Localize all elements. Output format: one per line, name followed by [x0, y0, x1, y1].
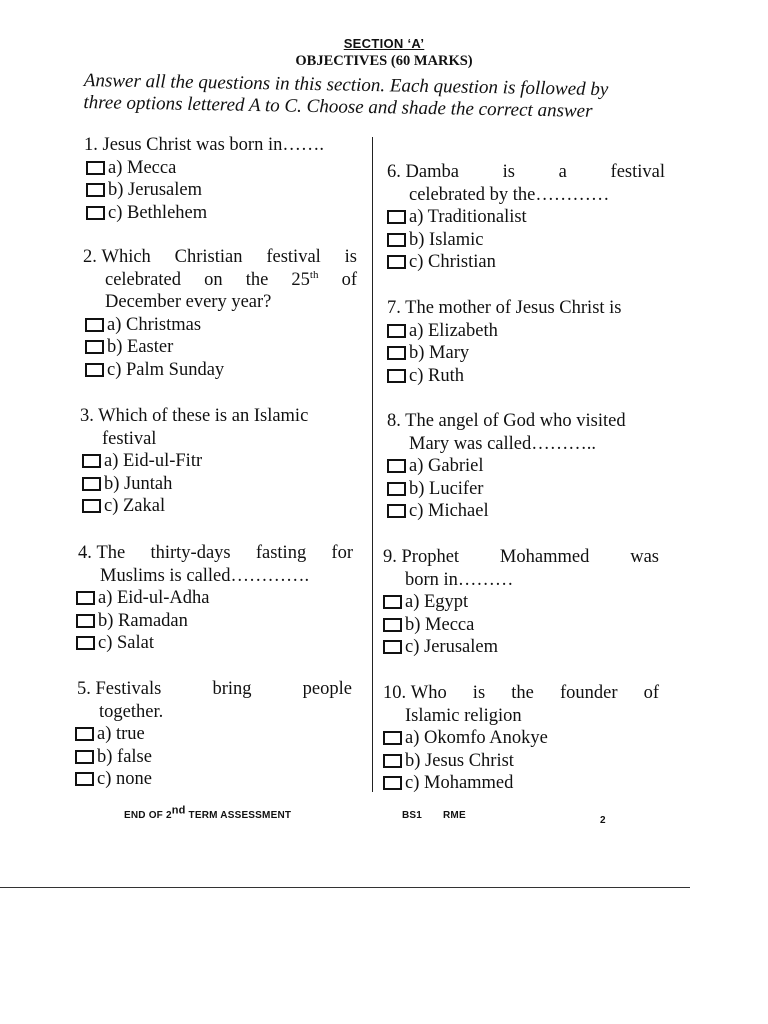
question-text: 8. The angel of God who visited — [387, 411, 626, 431]
question-text-line: together. — [99, 701, 164, 722]
option-c[interactable]: c) Michael — [387, 500, 665, 523]
answer-checkbox[interactable] — [76, 614, 95, 628]
answer-checkbox[interactable] — [86, 206, 105, 220]
option-c[interactable]: c) none — [75, 768, 352, 791]
option-a[interactable]: a) Egypt — [383, 591, 659, 614]
question-8 — [387, 410, 665, 523]
question-text: 10. Who is the founder of — [383, 683, 659, 703]
option-c[interactable]: c) Salat — [76, 632, 353, 655]
option-c[interactable]: c) Palm Sunday — [85, 359, 357, 382]
option-c[interactable]: c) Mohammed — [383, 772, 659, 795]
answer-checkbox[interactable] — [387, 324, 406, 338]
answer-checkbox[interactable] — [82, 454, 101, 468]
section-title: SECTION ‘A’ — [343, 36, 425, 51]
question-9 — [383, 546, 659, 659]
question-text: 2. Which Christian festival is — [83, 247, 357, 267]
option-a[interactable]: a) Eid-ul-Adha — [76, 587, 353, 610]
option-b[interactable]: b) Lucifer — [387, 478, 665, 501]
option-b[interactable]: b) Jesus Christ — [383, 750, 659, 773]
question-text-line: celebrated by the………… — [409, 184, 610, 205]
option-a[interactable]: a) Mecca — [86, 157, 364, 180]
option-b[interactable]: b) Mecca — [383, 614, 659, 637]
answer-checkbox[interactable] — [387, 369, 406, 383]
answer-checkbox[interactable] — [387, 504, 406, 518]
option-a[interactable]: a) Eid-ul-Fitr — [82, 450, 360, 473]
option-c[interactable]: c) Bethlehem — [86, 202, 364, 225]
question-6 — [387, 161, 665, 274]
question-10 — [383, 682, 659, 795]
answer-checkbox[interactable] — [387, 346, 406, 360]
question-text-line: born in……… — [405, 569, 514, 590]
option-a[interactable]: a) Christmas — [85, 314, 357, 337]
question-text: 1. Jesus Christ was born in……. — [84, 135, 324, 155]
answer-checkbox[interactable] — [383, 731, 402, 745]
option-a[interactable]: a) true — [75, 723, 352, 746]
option-b[interactable]: b) Juntah — [82, 473, 360, 496]
question-text: 5. Festivals bring people — [77, 679, 352, 699]
question-text-line: Muslims is called…………. — [100, 565, 310, 586]
answer-checkbox[interactable] — [383, 776, 402, 790]
option-b[interactable]: b) Easter — [85, 336, 357, 359]
horizontal-rule — [0, 887, 690, 888]
instructions — [83, 70, 644, 124]
answer-checkbox[interactable] — [85, 318, 104, 332]
question-7 — [387, 297, 665, 387]
answer-checkbox[interactable] — [387, 233, 406, 247]
answer-checkbox[interactable] — [76, 591, 95, 605]
answer-checkbox[interactable] — [387, 210, 406, 224]
option-a[interactable]: a) Traditionalist — [387, 206, 665, 229]
option-b[interactable]: b) Ramadan — [76, 610, 353, 633]
question-text-line: December every year? — [105, 292, 272, 312]
footer-subject: RME — [443, 810, 466, 821]
option-a[interactable]: a) Gabriel — [387, 455, 665, 478]
question-text-line: festival — [102, 428, 157, 449]
column-divider — [372, 137, 373, 792]
answer-checkbox[interactable] — [85, 363, 104, 377]
option-a[interactable]: a) Elizabeth — [387, 320, 665, 343]
answer-checkbox[interactable] — [383, 754, 402, 768]
answer-checkbox[interactable] — [75, 750, 94, 764]
answer-checkbox[interactable] — [86, 161, 105, 175]
option-c[interactable]: c) Christian — [387, 251, 665, 274]
answer-checkbox[interactable] — [76, 636, 95, 650]
option-c[interactable]: c) Jerusalem — [383, 636, 659, 659]
option-a[interactable]: a) Okomfo Anokye — [383, 727, 659, 750]
question-5 — [77, 678, 352, 791]
question-text: 6. Damba is a festival — [387, 162, 665, 182]
footer-class: BS1 — [402, 810, 423, 821]
question-text-line: Mary was called……….. — [409, 433, 597, 454]
answer-checkbox[interactable] — [75, 772, 94, 786]
question-4 — [78, 542, 353, 655]
answer-checkbox[interactable] — [85, 340, 104, 354]
answer-checkbox[interactable] — [86, 183, 105, 197]
option-b[interactable]: b) Mary — [387, 342, 665, 365]
question-1 — [84, 134, 364, 224]
answer-checkbox[interactable] — [387, 255, 406, 269]
answer-checkbox[interactable] — [387, 482, 406, 496]
question-text: 9. Prophet Mohammed was — [383, 547, 659, 567]
option-b[interactable]: b) Jerusalem — [86, 179, 364, 202]
instructions-line-2: three options lettered A to C. Choose and shade the correct answer — [83, 91, 593, 122]
option-b[interactable]: b) false — [75, 746, 352, 769]
option-b[interactable]: b) Islamic — [387, 229, 665, 252]
question-2 — [83, 246, 357, 381]
footer-assessment: END OF 2nd TERM ASSESSMENT — [124, 804, 292, 821]
answer-checkbox[interactable] — [82, 477, 101, 491]
answer-checkbox[interactable] — [387, 459, 406, 473]
question-text: 7. The mother of Jesus Christ is — [387, 298, 622, 318]
instructions-line-1: Answer all the questions in this section. Each question is followed by — [83, 70, 609, 101]
page-number: 2 — [600, 815, 606, 826]
question-text-line: celebrated on the 25th of — [105, 268, 357, 290]
option-c[interactable]: c) Zakal — [82, 495, 360, 518]
marks-title: OBJECTIVES (60 MARKS) — [295, 53, 473, 69]
answer-checkbox[interactable] — [383, 640, 402, 654]
question-text: 4. The thirty-days fasting for — [78, 543, 353, 563]
question-text-line: Islamic religion — [405, 705, 522, 726]
question-3 — [80, 405, 360, 518]
answer-checkbox[interactable] — [383, 618, 402, 632]
question-text: 3. Which of these is an Islamic — [80, 406, 309, 426]
option-c[interactable]: c) Ruth — [387, 365, 665, 388]
answer-checkbox[interactable] — [82, 499, 101, 513]
answer-checkbox[interactable] — [75, 727, 94, 741]
answer-checkbox[interactable] — [383, 595, 402, 609]
